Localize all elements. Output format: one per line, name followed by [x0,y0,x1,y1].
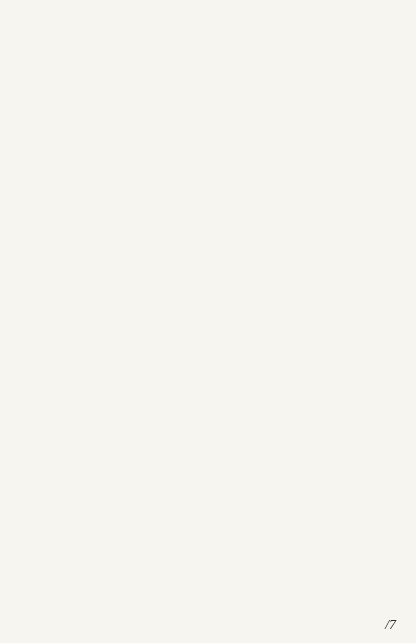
page-number: /7 [385,618,396,633]
